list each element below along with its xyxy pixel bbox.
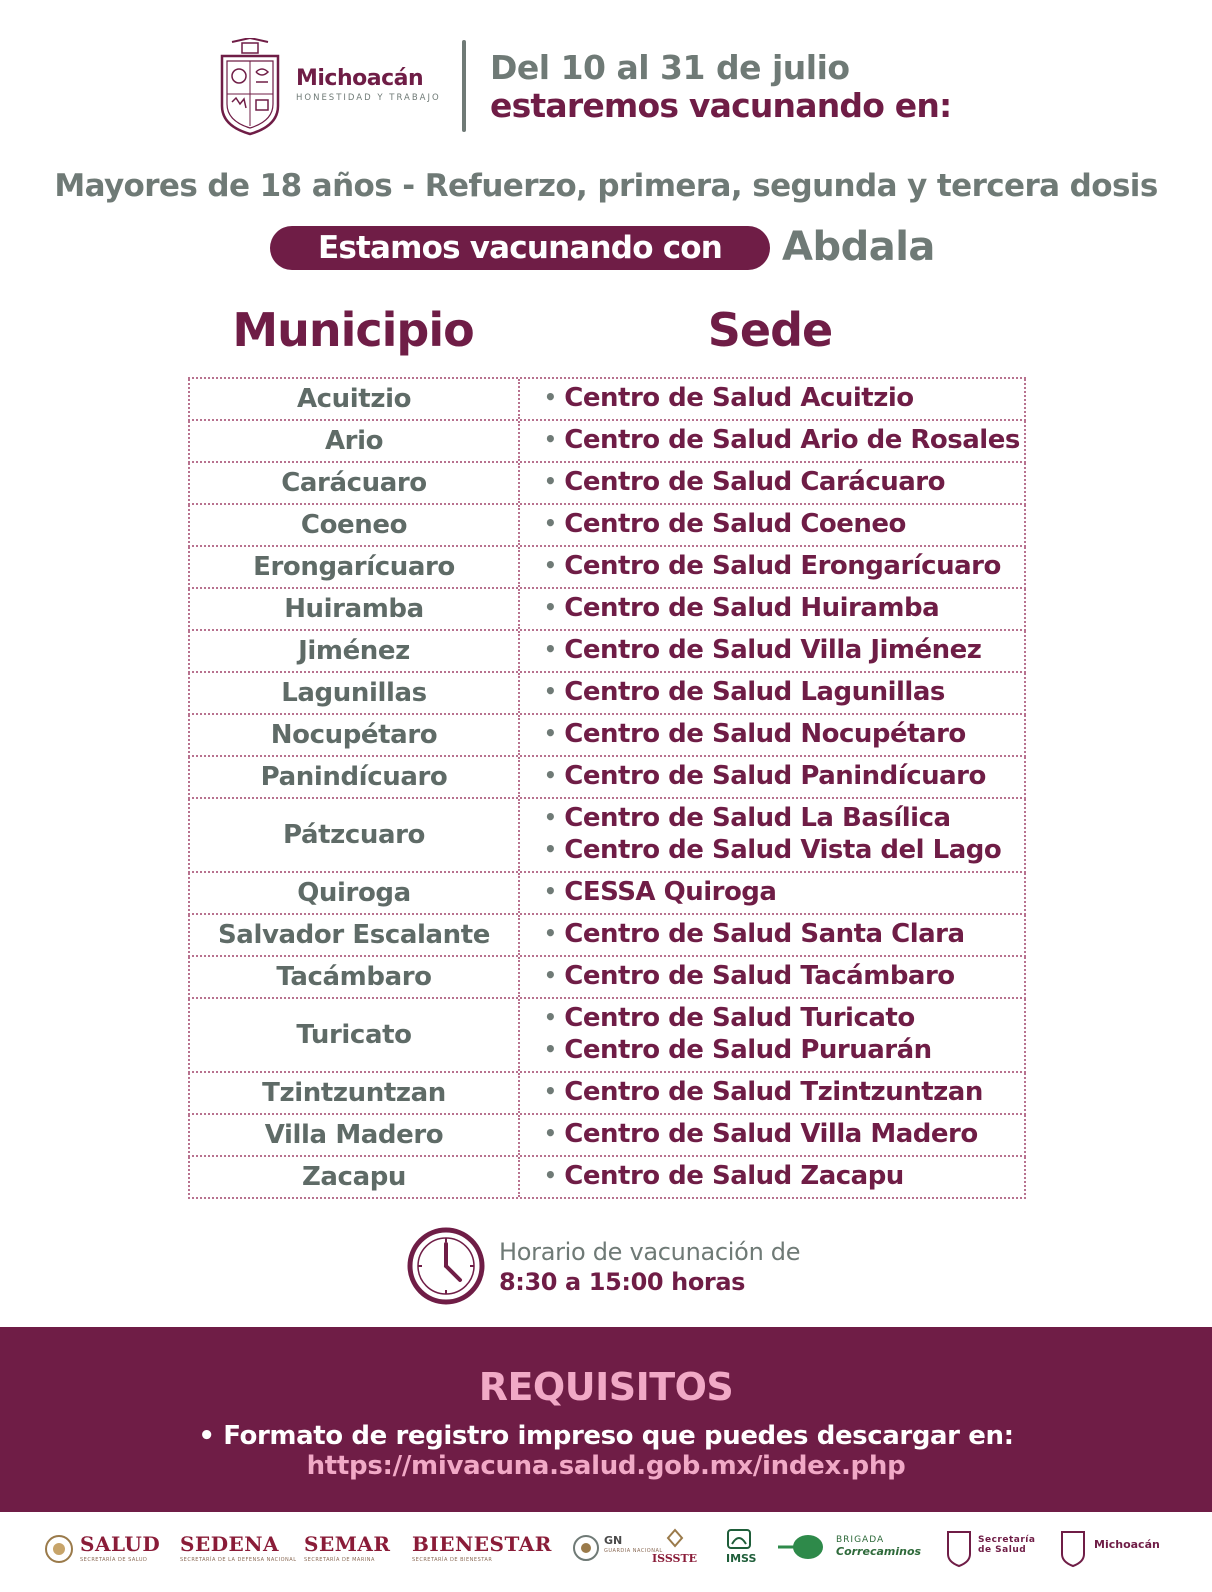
imss-eagle-icon: [726, 1528, 752, 1550]
header-divider: [462, 40, 466, 132]
logo-bienestar-sub: SECRETARÍA DE BIENESTAR: [412, 1557, 493, 1563]
logo-sedena-sub: SECRETARÍA DE LA DEFENSA NACIONAL: [180, 1557, 297, 1563]
sede-item: • Centro de Salud Nocupétaro: [544, 719, 1024, 751]
logo-brigada: [836, 1534, 921, 1558]
logo-salud-sub: SECRETARÍA DE SALUD: [80, 1557, 148, 1563]
michoacan-crest-icon: [218, 38, 282, 138]
logo-sedena: [180, 1532, 297, 1563]
vaccine-name: Abdala: [782, 224, 935, 270]
column-header-municipio: Municipio: [232, 303, 474, 357]
requirements-section: [0, 1327, 1212, 1512]
municipio-cell: Erongarícuaro: [190, 547, 520, 587]
municipio-cell: Pátzcuaro: [190, 799, 520, 871]
table-row: [188, 757, 1026, 799]
logo-gn-sub: GUARDIA NACIONAL: [604, 1548, 663, 1554]
sede-item: • Centro de Salud Tacámbaro: [544, 961, 1024, 993]
logo-secretaria-salud: [978, 1534, 1038, 1555]
gn-seal-icon: [572, 1534, 600, 1562]
issste-emblem-icon: [664, 1528, 686, 1548]
schedule-label: Horario de vacunación de: [499, 1238, 801, 1266]
municipio-cell: Nocupétaro: [190, 715, 520, 755]
sede-cell: [520, 547, 1024, 587]
table-row: [188, 1157, 1026, 1199]
municipio-cell: Lagunillas: [190, 673, 520, 713]
municipio-cell: Turicato: [190, 999, 520, 1071]
table-row: [188, 673, 1026, 715]
logo-brigada-text: BRIGADA: [836, 1535, 885, 1545]
sede-item: • Centro de Salud Turicato: [544, 1003, 1024, 1035]
sede-item: • Centro de Salud Villa Jiménez: [544, 635, 1024, 667]
sede-cell: [520, 799, 1024, 871]
municipio-cell: Jiménez: [190, 631, 520, 671]
sede-item: • Centro de Salud Villa Madero: [544, 1119, 1024, 1151]
logo-michoacan-text: Michoacán: [1094, 1538, 1160, 1551]
logo-michoacan: [1094, 1538, 1160, 1551]
table-row: [188, 421, 1026, 463]
table-row: [188, 1073, 1026, 1115]
date-caption: estaremos vacunando en:: [490, 86, 952, 125]
secretaria-crest-icon: [946, 1526, 972, 1568]
municipio-cell: Salvador Escalante: [190, 915, 520, 955]
logo-bienestar-text: BIENESTAR: [412, 1532, 552, 1556]
sede-cell: [520, 915, 1024, 955]
sede-item: • Centro de Salud Carácuaro: [544, 467, 1024, 499]
logo-salud: [80, 1532, 160, 1563]
brand: [296, 66, 441, 103]
municipio-cell: Tzintzuntzan: [190, 1073, 520, 1113]
logo-semar: [304, 1532, 390, 1563]
sede-item: • Centro de Salud Huiramba: [544, 593, 1024, 625]
logo-semar-sub: SECRETARÍA DE MARINA: [304, 1557, 375, 1563]
logo-bienestar: [412, 1532, 552, 1563]
sede-item: • Centro de Salud Erongarícuaro: [544, 551, 1024, 583]
eagle-seal-icon: [44, 1534, 74, 1564]
roadrunner-icon: [776, 1532, 826, 1562]
sede-cell: [520, 379, 1024, 419]
logo-issste-text: ISSSTE: [652, 1552, 698, 1565]
table-row: [188, 589, 1026, 631]
logo-imss: [726, 1552, 756, 1565]
schedule-hours: 8:30 a 15:00 horas: [499, 1268, 746, 1296]
logo-salud-text: SALUD: [80, 1532, 161, 1556]
municipio-cell: Zacapu: [190, 1157, 520, 1197]
sede-item: • Centro de Salud Panindícuaro: [544, 761, 1024, 793]
table-row: [188, 631, 1026, 673]
brand-name: Michoacán: [296, 66, 424, 91]
sede-cell: [520, 631, 1024, 671]
municipio-cell: Huiramba: [190, 589, 520, 629]
municipio-cell: Villa Madero: [190, 1115, 520, 1155]
schedule: [499, 1238, 800, 1296]
sede-cell: [520, 957, 1024, 997]
brand-tagline: HONESTIDAD Y TRABAJO: [296, 93, 441, 103]
sede-cell: [520, 715, 1024, 755]
municipio-cell: Quiroga: [190, 873, 520, 913]
table-row: [188, 957, 1026, 999]
header: [0, 30, 1212, 140]
sede-cell: [520, 757, 1024, 797]
municipio-cell: Panindícuaro: [190, 757, 520, 797]
sede-cell: [520, 505, 1024, 545]
column-header-sede: Sede: [707, 303, 833, 357]
sede-cell: [520, 421, 1024, 461]
sites-table: [188, 377, 1026, 1199]
table-row: [188, 547, 1026, 589]
logo-gn-text: GN: [604, 1534, 623, 1547]
sede-cell: [520, 873, 1024, 913]
sede-item: • Centro de Salud Acuitzio: [544, 383, 1024, 415]
table-row: [188, 463, 1026, 505]
municipio-cell: Coeneo: [190, 505, 520, 545]
logo-semar-text: SEMAR: [304, 1532, 391, 1556]
table-row: [188, 715, 1026, 757]
date-range: Del 10 al 31 de julio: [490, 48, 850, 87]
table-row: [188, 1115, 1026, 1157]
requirements-title: REQUISITOS: [478, 1365, 734, 1409]
logo-secretaria-text: Secretaría de Salud: [978, 1535, 1036, 1555]
sede-item: • Centro de Salud Santa Clara: [544, 919, 1024, 951]
sede-cell: [520, 999, 1024, 1071]
table-row: [188, 379, 1026, 421]
municipio-cell: Acuitzio: [190, 379, 520, 419]
sede-item: • CESSA Quiroga: [544, 877, 1024, 909]
sede-cell: [520, 589, 1024, 629]
sede-cell: [520, 1115, 1024, 1155]
requirements-item: • Formato de registro impreso que puedes descargar en:: [198, 1421, 1014, 1451]
michoacan-small-crest-icon: [1060, 1526, 1086, 1568]
sede-item: • Centro de Salud Ario de Rosales: [544, 425, 1024, 457]
sede-cell: [520, 1073, 1024, 1113]
table-row: [188, 999, 1026, 1073]
registration-link[interactable]: https://mivacuna.salud.gob.mx/index.php: [306, 1451, 906, 1481]
municipio-cell: Tacámbaro: [190, 957, 520, 997]
sede-item: • Centro de Salud Vista del Lago: [544, 835, 1024, 867]
table-row: [188, 915, 1026, 957]
sede-cell: [520, 673, 1024, 713]
logo-gn: [604, 1534, 663, 1554]
sede-cell: [520, 463, 1024, 503]
table-row: [188, 799, 1026, 873]
municipio-cell: Ario: [190, 421, 520, 461]
logo-issste: [652, 1552, 697, 1565]
table-row: [188, 505, 1026, 547]
audience-subtitle: Mayores de 18 años - Refuerzo, primera, segunda y tercera dosis: [54, 168, 1158, 204]
municipio-cell: Carácuaro: [190, 463, 520, 503]
sede-item: • Centro de Salud Zacapu: [544, 1161, 1024, 1193]
footer-logos: [0, 1520, 1212, 1592]
vaccine-pill: Estamos vacunando con: [270, 226, 770, 270]
sede-item: • Centro de Salud Puruarán: [544, 1035, 1024, 1067]
logo-sedena-text: SEDENA: [180, 1532, 280, 1556]
logo-imss-text: IMSS: [726, 1552, 757, 1565]
sede-item: • Centro de Salud La Basílica: [544, 803, 1024, 835]
sede-item: • Centro de Salud Lagunillas: [544, 677, 1024, 709]
logo-correcaminos-text: Correcaminos: [836, 1545, 922, 1558]
sede-item: • Centro de Salud Tzintzuntzan: [544, 1077, 1024, 1109]
sede-cell: [520, 1157, 1024, 1197]
sede-item: • Centro de Salud Coeneo: [544, 509, 1024, 541]
clock-icon: [406, 1226, 486, 1306]
table-row: [188, 873, 1026, 915]
